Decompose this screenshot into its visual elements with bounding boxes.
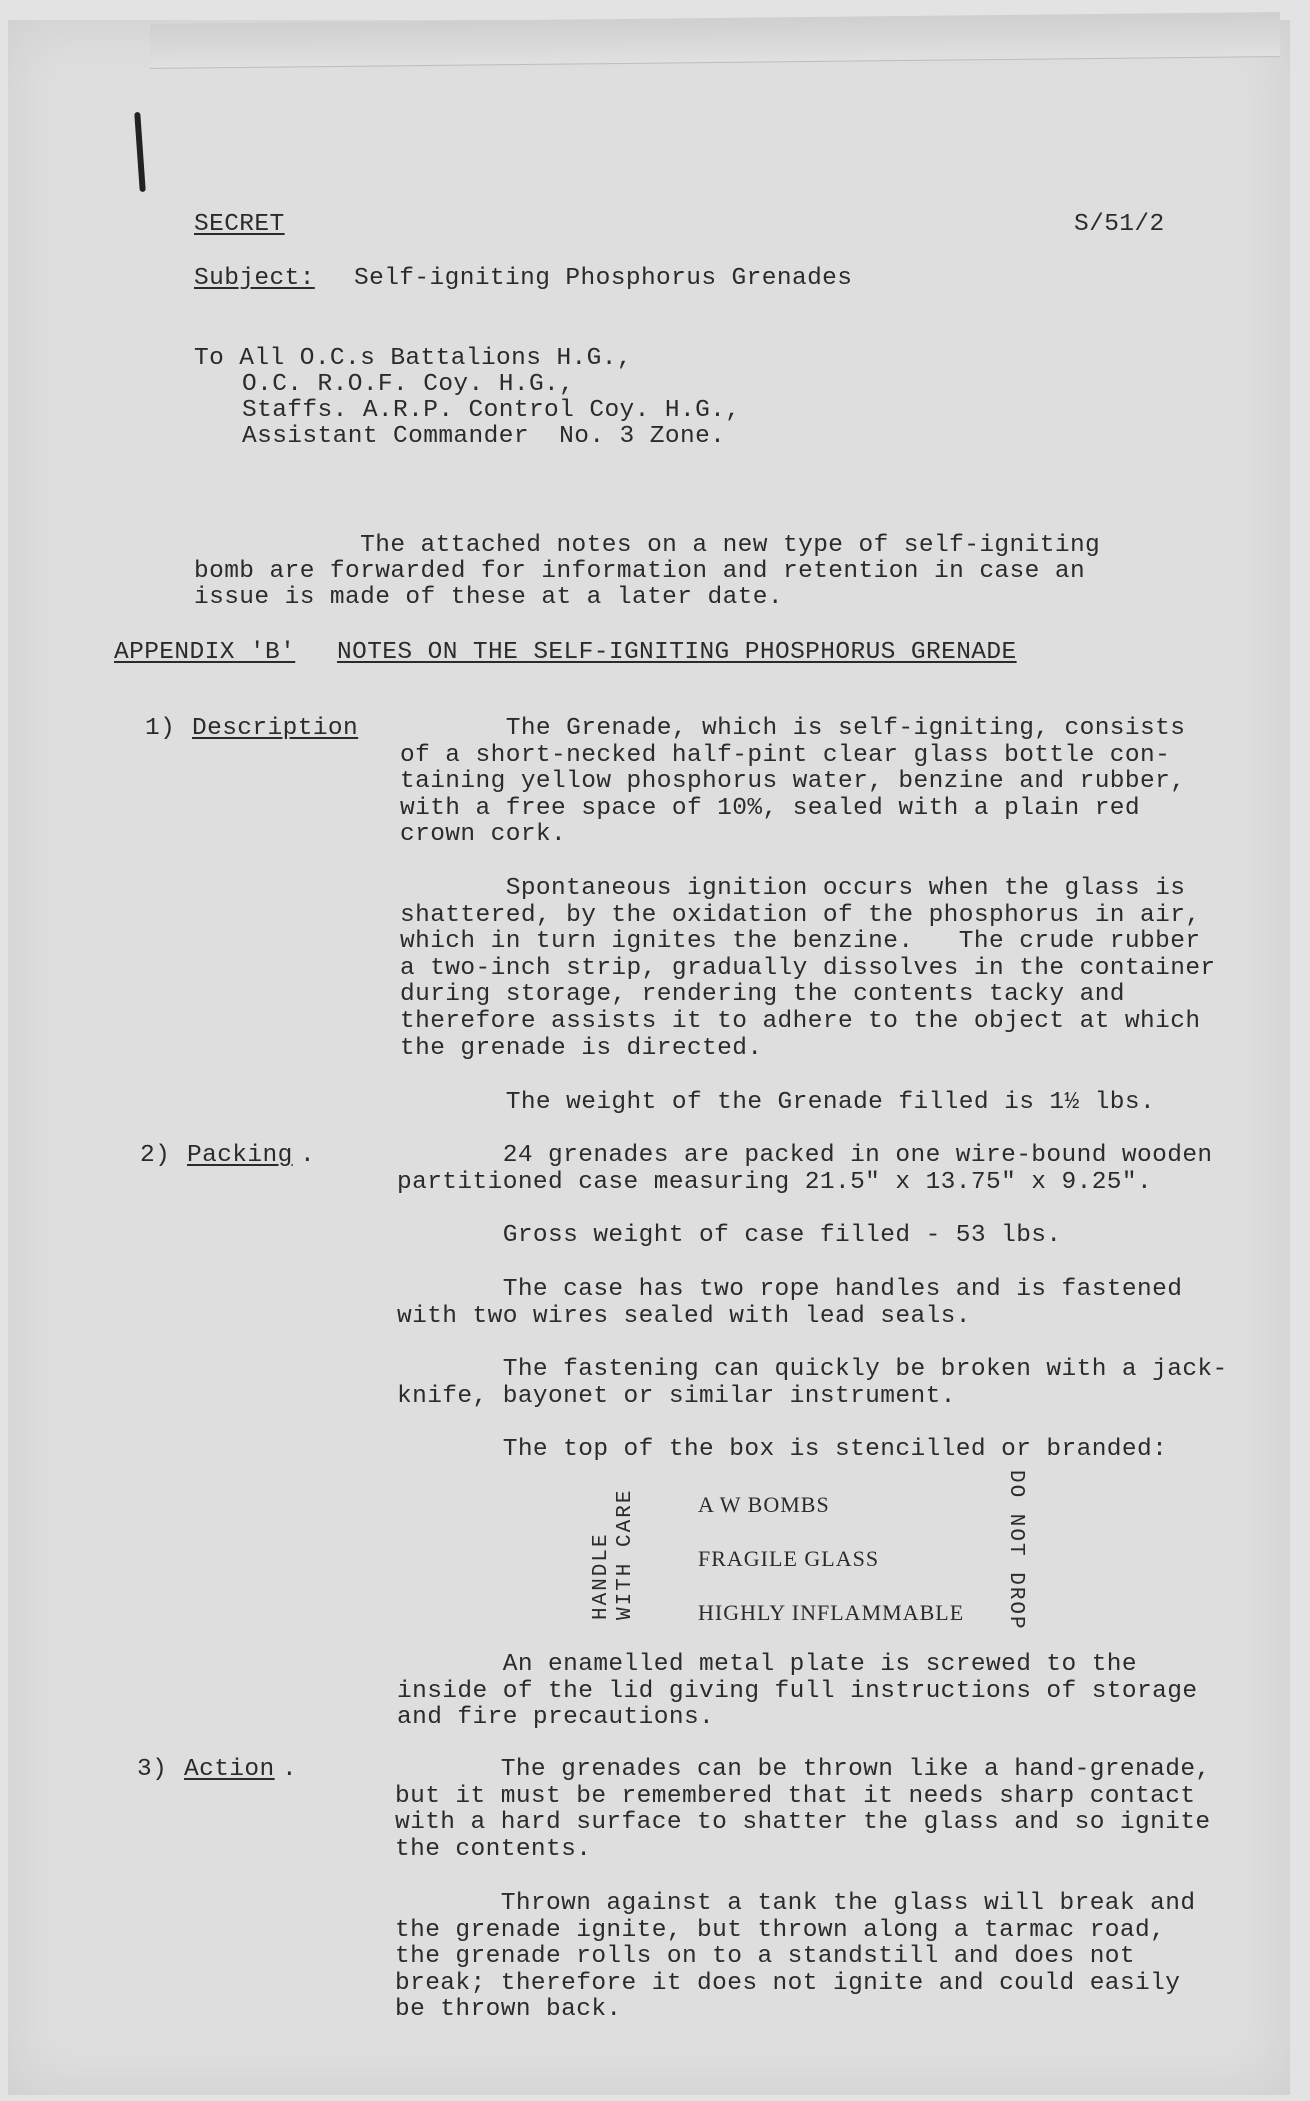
heading-period: . — [282, 1756, 298, 1783]
appendix-label: APPENDIX 'B' — [114, 639, 296, 666]
addressee-line: Staffs. A.R.P. Control Coy. H.G., — [242, 397, 741, 424]
subject-label: Subject: — [194, 265, 315, 292]
heading-period: . — [300, 1142, 316, 1169]
action-paragraph: Thrown against a tank the glass will break and the grenade ignite, but thrown along a tarmac road, the grenade rolls on to a standstill and does not break; therefore it does not ignite and could easily be thrown back. — [395, 1890, 1196, 2024]
section-heading-packing: Packing — [187, 1142, 293, 1169]
stencil-line: FRAGILE GLASS — [698, 1546, 880, 1571]
section-heading-action: Action — [184, 1756, 275, 1783]
stencil-line: HIGHLY INFLAMMABLE — [698, 1600, 965, 1625]
description-paragraph: Spontaneous ignition occurs when the glass is shattered, by the oxidation of the phosphorus in air, which in turn ignites the benzine. The crude rubber a two-inch strip, gradually dissolves in the container during storage, rendering the contents tacky and therefore assists it to adhere to the object at which the grenade is directed. — [400, 875, 1216, 1062]
description-paragraph: The weight of the Grenade filled is 1½ lbs. — [400, 1089, 1156, 1116]
addressee-line: Assistant Commander No. 3 Zone. — [242, 423, 726, 450]
stencil-line: A W BOMBS — [698, 1492, 830, 1517]
appendix-title: NOTES ON THE SELF-IGNITING PHOSPHORUS GRENADE — [337, 639, 1017, 666]
packing-paragraph: The top of the box is stencilled or branded: — [397, 1436, 1168, 1463]
packing-paragraph: 24 grenades are packed in one wire-bound wooden partitioned case measuring 21.5" x 13.75" x 9.25". — [397, 1142, 1213, 1196]
subject-text: Self-igniting Phosphorus Grenades — [354, 265, 853, 292]
section-number: 1) — [145, 715, 176, 742]
intro-line: bomb are forwarded for information and retention in case an — [194, 558, 1086, 585]
packing-paragraph: The case has two rope handles and is fastened with two wires sealed with lead seals. — [397, 1276, 1183, 1330]
section-heading-description: Description — [192, 715, 359, 742]
action-paragraph: The grenades can be thrown like a hand-grenade, but it must be remembered that it needs sharp contact with a hard surface to shatter the glass and so ignite the contents. — [395, 1756, 1211, 1863]
section-number: 2) — [140, 1142, 171, 1169]
description-paragraph: The Grenade, which is self-igniting, consists of a short-necked half-pint clear glass bottle con- taining yellow phosphorus water, benzine and rubber, with a free space of 10%, sealed with a plain red crown cork. — [400, 715, 1186, 849]
classification-mark: SECRET — [194, 211, 285, 238]
section-number: 3) — [137, 1756, 168, 1783]
reference-number: S/51/2 — [1074, 211, 1165, 238]
intro-line: issue is made of these at a later date. — [194, 584, 783, 611]
packing-paragraph: Gross weight of case filled - 53 lbs. — [397, 1222, 1062, 1249]
stencil-side-label: HANDLE WITH CARE — [590, 1488, 637, 1620]
stencil-side-label: DO NOT DROP — [1004, 1470, 1027, 1631]
addressee-line: O.C. R.O.F. Coy. H.G., — [242, 371, 575, 398]
addressee-line: To All O.C.s Battalions H.G., — [194, 345, 632, 372]
packing-paragraph: The fastening can quickly be broken with a jack- knife, bayonet or similar instrument. — [397, 1356, 1228, 1410]
intro-line: The attached notes on a new type of self-igniting — [194, 532, 1101, 559]
packing-paragraph: An enamelled metal plate is screwed to the inside of the lid giving full instructions of storage and fire precautions. — [397, 1651, 1198, 1732]
